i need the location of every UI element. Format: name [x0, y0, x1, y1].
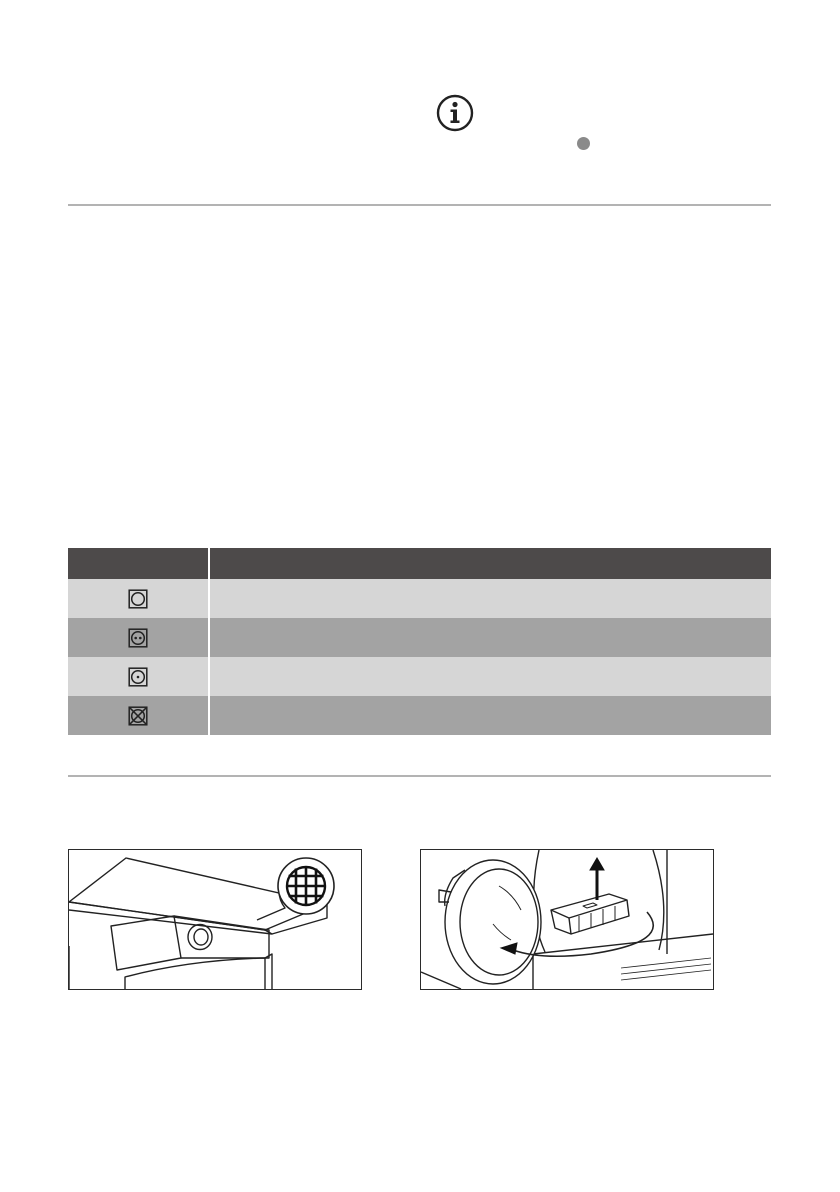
table-row: [68, 618, 771, 657]
description-cell: [209, 618, 771, 657]
description-cell: [209, 696, 771, 735]
remove-filter-figure: [420, 849, 714, 990]
table-header-symbol: [68, 548, 209, 579]
table-row: [68, 696, 771, 735]
description-cell: [209, 579, 771, 618]
no-tumble-dry-icon: [128, 706, 148, 726]
tumble-dry-normal-icon: [128, 589, 148, 609]
symbol-cell: [68, 696, 209, 735]
dryer-control-panel-figure: [68, 849, 362, 990]
table-row: [68, 579, 771, 618]
table-header-row: [68, 548, 771, 579]
symbol-cell: [68, 657, 209, 696]
table-row: [68, 657, 771, 696]
description-cell: [209, 657, 771, 696]
table-header-description: [209, 548, 771, 579]
tumble-dry-two-dots-icon: [128, 628, 148, 648]
section-divider: [68, 204, 771, 206]
section-divider: [68, 775, 771, 777]
dryer-control-panel-filter-illustration: [69, 850, 361, 989]
symbol-cell: [68, 618, 209, 657]
remove-filter-from-door-illustration: [421, 850, 713, 989]
bullet-dot: [577, 137, 590, 150]
care-symbols-table: [68, 548, 771, 735]
info-icon: [436, 94, 474, 132]
tumble-dry-one-dot-icon: [128, 667, 148, 687]
symbol-cell: [68, 579, 209, 618]
